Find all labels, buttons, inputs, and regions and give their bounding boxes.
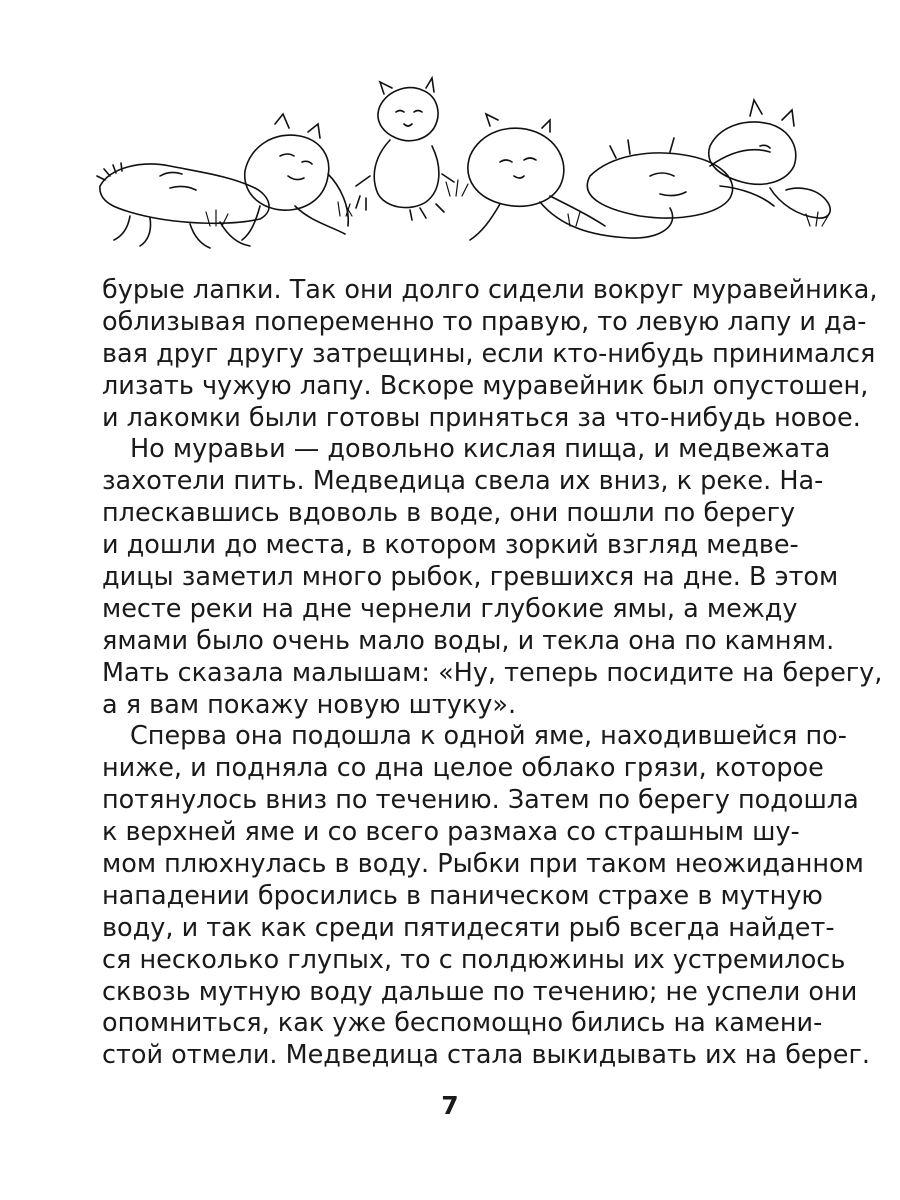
text-line: нападении бросились в паническом страхе в мутную xyxy=(102,880,823,911)
text-line: Мать сказала малышам: «Ну, теперь посидите на берегу, xyxy=(102,657,883,688)
lying-cub-right xyxy=(587,138,774,218)
text-line: к верхней яме и со всего размаха со страшным шу- xyxy=(102,817,800,848)
text-line: ямами было очень мало воды, и текла она по камням. xyxy=(102,625,835,656)
lying-cub-center xyxy=(468,114,673,240)
text-line: опомниться, как уже беспомощно бились на камени- xyxy=(102,1008,823,1039)
bear-cubs-illustration xyxy=(70,76,840,256)
text-line: потянулось вниз по течению. Затем по берегу подошла xyxy=(102,785,859,816)
text-line: дицы заметил много рыбок, гревшихся на дне. В этом xyxy=(102,562,839,593)
text-line: стой отмели. Медведица стала выкидывать их на берег. xyxy=(102,1040,870,1071)
lying-cub-left xyxy=(97,163,269,248)
sitting-cub-1 xyxy=(242,114,348,240)
text-line: бурые лапки. Так они долго сидели вокруг муравейника, xyxy=(102,275,878,305)
text-line: и лакомки были готовы приняться за что-нибудь новое. xyxy=(102,402,861,433)
text-line: плескавшись вдоволь в воде, они пошли по берегу xyxy=(102,498,796,529)
sitting-cub-2 xyxy=(356,78,454,220)
text-line: захотели пить. Медведица свела их вниз, к реке. На- xyxy=(102,466,824,497)
grass-tufts xyxy=(206,180,828,226)
text-line: и дошли до места, в котором зоркий взгляд медве- xyxy=(102,530,799,561)
rolling-cub-far-right xyxy=(709,100,830,218)
text-line: Сперва она подошла к одной яме, находившейся по- xyxy=(130,721,847,752)
body-text xyxy=(102,275,883,1072)
text-line: а я вам покажу новую штуку». xyxy=(102,689,517,720)
text-line: сквозь мутную воду дальше по течению; не успели они xyxy=(102,976,858,1007)
text-line: вая друг другу затрещины, если кто-нибудь принимался xyxy=(102,338,876,369)
text-line: воду, и так как среди пятидесяти рыб всегда найдет- xyxy=(102,912,835,943)
text-line: Но муравьи — довольно кислая пища, и медвежата xyxy=(130,434,831,465)
page-number: 7 xyxy=(441,1091,459,1120)
text-line: ся несколько глупых, то с полдюжины их устремилось xyxy=(102,944,846,975)
text-line: ниже, и подняла со дна целое облако грязи, которое xyxy=(102,753,824,784)
text-line: месте реки на дне чернели глубокие ямы, а между xyxy=(102,593,798,624)
text-line: облизывая попеременно то правую, то левую лапу и да- xyxy=(102,306,867,337)
text-line: лизать чужую лапу. Вскоре муравейник был опустошен, xyxy=(102,370,869,401)
text-line: мом плюхнулась в воду. Рыбки при таком неожиданном xyxy=(102,849,864,880)
